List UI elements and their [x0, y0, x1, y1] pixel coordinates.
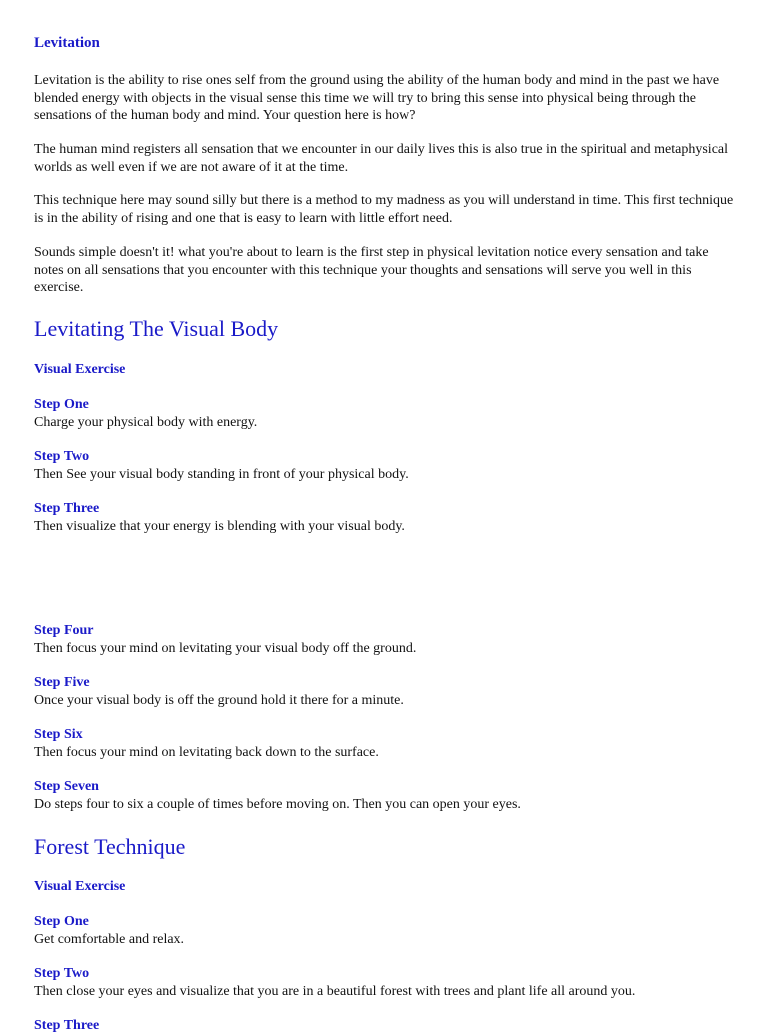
step-five — [34, 674, 734, 709]
step-text: Then focus your mind on levitating back down to the surface. — [34, 744, 379, 760]
step-text: Get comfortable and relax. — [34, 931, 185, 947]
step-seven — [34, 778, 734, 813]
intro-paragraph-1: Levitation is the ability to rise ones self from the ground using the ability of the human body and mind in the past we have blended energy with objects in the visual sense this time we will try to bring this sense into physical being through the sensations of the human body and mind. Your question here is how? — [34, 73, 720, 123]
intro-paragraph-3: This technique here may sound silly but there is a method to my madness as you will understand in time. This first technique is in the ability of rising and one that is easy to learn with little effort need. — [34, 193, 734, 226]
step-label: Step Two — [34, 449, 90, 464]
forest-step-three — [34, 1017, 734, 1035]
forest-step-one — [34, 913, 734, 948]
section-title-levitation: Levitation — [34, 35, 100, 51]
intro-paragraph-2: The human mind registers all sensation that we encounter in our daily lives this is also true in the spiritual and metaphysical worlds as well even if we are not aware of it at the time. — [34, 142, 729, 175]
step-label: Step Four — [34, 623, 94, 638]
step-label: Step Three — [34, 1018, 100, 1033]
step-text: Once your visual body is off the ground hold it there for a minute. — [34, 692, 404, 708]
step-six — [34, 726, 734, 761]
visual-exercise-label: Visual Exercise — [34, 362, 126, 377]
step-three — [34, 500, 734, 535]
step-text: Do steps four to six a couple of times before moving on. Then you can open your eyes. — [34, 796, 521, 812]
step-label: Step Seven — [34, 779, 99, 794]
step-label: Step Six — [34, 727, 83, 742]
step-label: Step One — [34, 914, 89, 929]
step-label: Step Five — [34, 675, 90, 690]
step-label: Step Three — [34, 501, 100, 516]
step-one — [34, 396, 734, 431]
step-label: Step One — [34, 397, 89, 412]
section-title-forest: Forest Technique — [34, 834, 186, 859]
intro-paragraph-4: Sounds simple doesn't it! what you're about to learn is the first step in physical levitation notice every sensation and take notes on all sensations that you encounter with this technique your thoughts and sensations will serve you well in this exercise. — [34, 245, 709, 295]
step-text: Then See your visual body standing in front of your physical body. — [34, 466, 409, 482]
step-label: Step Two — [34, 966, 90, 981]
step-text: Then close your eyes and visualize that you are in a beautiful forest with trees and plant life all around you. — [34, 983, 636, 999]
step-text: Charge your physical body with energy. — [34, 414, 258, 430]
forest-step-two — [34, 965, 734, 1000]
step-text: Then visualize that your energy is blending with your visual body. — [34, 518, 405, 534]
step-two — [34, 448, 734, 483]
step-text: Then focus your mind on levitating your visual body off the ground. — [34, 640, 417, 656]
section-title-visual-body: Levitating The Visual Body — [34, 316, 279, 341]
step-four — [34, 622, 734, 657]
forest-visual-exercise-label: Visual Exercise — [34, 879, 126, 894]
